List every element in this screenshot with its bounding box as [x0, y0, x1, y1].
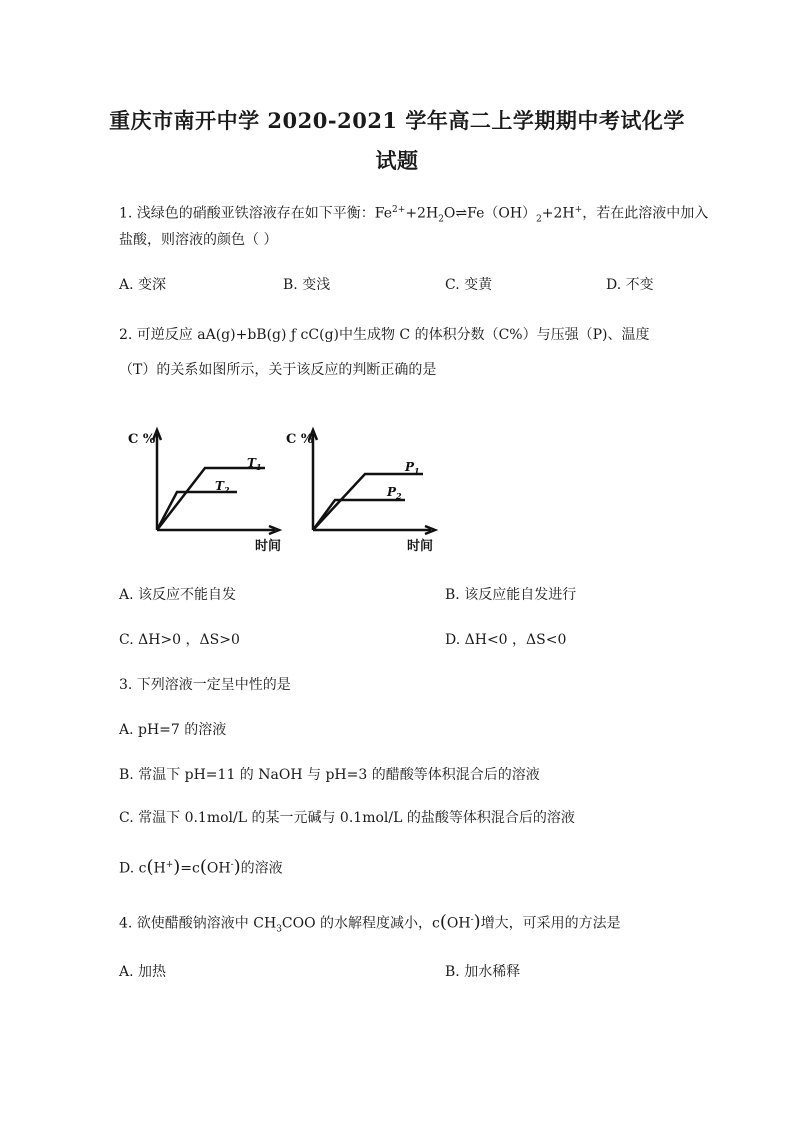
graph-pressure — [283, 420, 443, 555]
q4-stem-post: 增大，可采用的方法是 — [480, 915, 621, 932]
left-label-t2: $T_2$ — [215, 479, 230, 495]
q1-sub-h2: 2 — [438, 214, 444, 225]
q3-d-ohsup: - — [230, 860, 234, 870]
right-label-p2: $P_2$ — [387, 485, 402, 501]
q1-text-mid1: +2H — [405, 205, 439, 222]
question-3-stem: 3. 下列溶液一定呈中性的是 — [119, 677, 291, 693]
q3-option-c[interactable]: C. 常温下 0.1mol/L 的某一元碱与 0.1mol/L 的盐酸等体积混合后的溶液 — [119, 810, 575, 826]
q1-text-mid3: +2H — [541, 205, 575, 222]
q1-option-d[interactable]: D. 不变 — [606, 277, 654, 293]
left-ylabel: C % — [128, 432, 156, 447]
q3-d-hsup: + — [165, 860, 174, 870]
q1-text-pre: 1. 浅绿色的硝酸亚铁溶液存在如下平衡：Fe — [119, 205, 393, 222]
left-xlabel: 时间 — [255, 539, 282, 554]
q4-stem-oh: OH — [446, 915, 471, 932]
q1-sub-oh2: 2 — [536, 214, 542, 225]
right-label-p1: $P_1$ — [405, 460, 420, 476]
q1-sup-charge: 2+ — [392, 205, 406, 215]
left-label-t1: $T_1$ — [247, 456, 262, 472]
page-title-line1: 重庆市南开中学 2020-2021 学年高二上学期期中考试化学 — [109, 108, 685, 133]
q4-stem-mid: COO — [281, 915, 316, 932]
question-1-line2: 盐酸，则溶液的颜色（ ） — [119, 232, 278, 248]
q4-stem-ohsup: - — [470, 915, 474, 925]
question-2-line1: 2. 可逆反应 aA(g)+bB(g) ƒ cC(g)中生成物 C 的体积分数（C%）与压强（P)、温度 — [119, 327, 650, 343]
q1-option-b[interactable]: B. 变浅 — [283, 277, 331, 293]
q3-d-h: H — [153, 860, 166, 877]
page-title-line2: 试题 — [375, 148, 419, 173]
q1-sup-h: + — [574, 205, 583, 215]
right-curve-upper — [313, 474, 423, 530]
q3-d-oh: OH — [206, 860, 231, 877]
q3-d-post: 的溶液 — [240, 860, 283, 877]
q3-d-eq: =c — [180, 860, 200, 877]
q4-stem-pre: 4. 欲使醋酸钠溶液中 CH — [119, 915, 277, 932]
question-2-line2: （T）的关系如图所示，关于该反应的判断正确的是 — [119, 362, 437, 378]
q3-option-a[interactable]: A. pH=7 的溶液 — [119, 722, 227, 738]
q2-option-d[interactable]: D. ΔH<0 ，ΔS<0 — [445, 632, 567, 648]
q1-option-a[interactable]: A. 变深 — [119, 277, 167, 293]
right-xlabel: 时间 — [407, 539, 434, 554]
question-1-line1 — [119, 200, 708, 229]
q2-option-c[interactable]: C. ΔH>0 ，ΔS>0 — [119, 632, 240, 648]
q4-stem-mid2: 的水解程度减小，c — [315, 915, 440, 932]
q2-option-a[interactable]: A. 该反应不能自发 — [119, 587, 237, 603]
left-curve-lower — [157, 492, 237, 530]
question-4-stem: 4. 欲使醋酸钠溶液中 $CH_3COO$ 的水解程度减小，c(OH-)增大，可采用的方法是 — [119, 911, 621, 935]
right-ylabel: C % — [286, 432, 314, 447]
q1-text-mid2: O⇌Fe（OH） — [443, 205, 537, 222]
q2-option-b[interactable]: B. 该反应能自发进行 — [445, 587, 577, 603]
q3-option-b[interactable]: B. 常温下 pH=11 的 NaOH 与 pH=3 的醋酸等体积混合后的溶液 — [119, 767, 540, 783]
q3-option-d[interactable]: D. c(H+)=c(OH-)的溶液 — [119, 856, 283, 878]
q4-stem-sub: 3 — [276, 924, 282, 935]
q1-option-c[interactable]: C. 变黄 — [445, 277, 493, 293]
graph-temperature — [125, 420, 285, 555]
q4-option-b[interactable]: B. 加水稀释 — [445, 964, 521, 980]
q1-text-post: ，若在此溶液中加入 — [582, 205, 709, 222]
q4-option-a[interactable]: A. 加热 — [119, 964, 167, 980]
q3-d-pre: D. c — [119, 860, 147, 877]
